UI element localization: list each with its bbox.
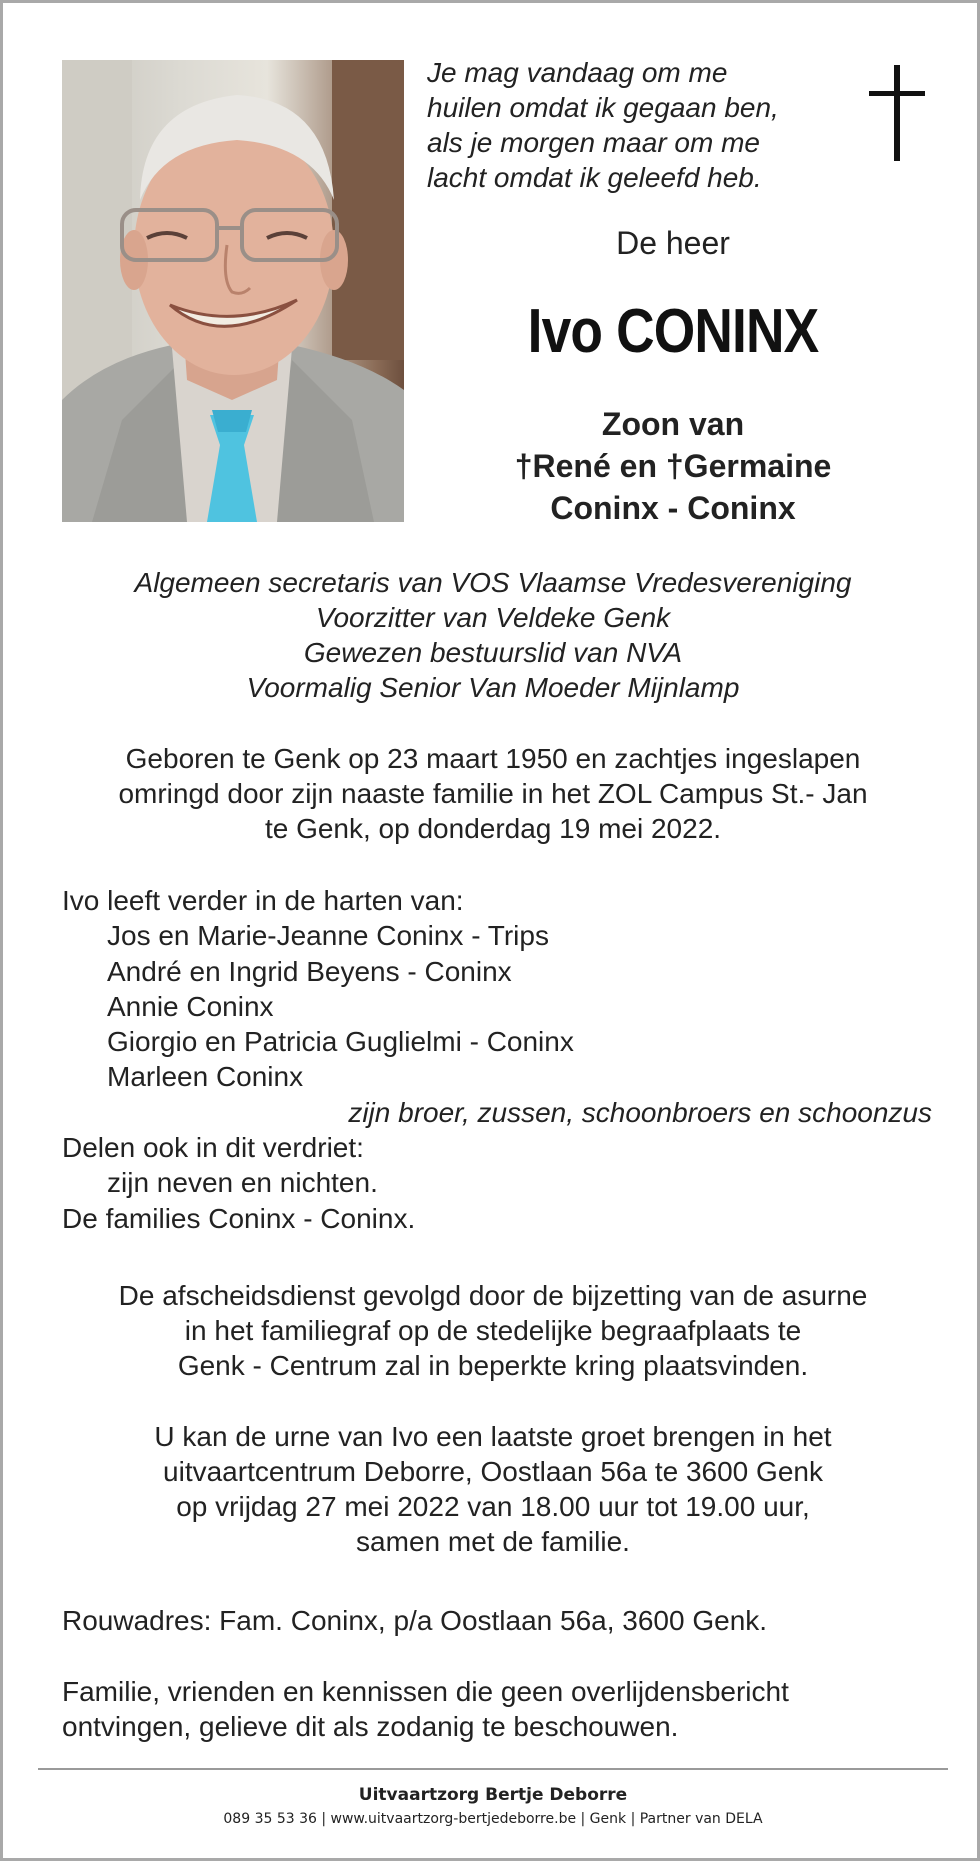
birth-death-block xyxy=(43,741,943,846)
roles-block xyxy=(43,565,943,705)
role-line: Gewezen bestuurslid van NVA xyxy=(303,637,683,668)
parents-block xyxy=(433,403,913,529)
footer-divider xyxy=(38,1768,948,1770)
family-block xyxy=(62,883,932,1236)
family-member: Marleen Coninx xyxy=(107,1061,304,1093)
parents-line: Zoon van xyxy=(601,406,745,442)
share-intro: Delen ook in dit verdriet: xyxy=(62,1132,364,1164)
birth-line: te Genk, op donderdag 19 mei 2022. xyxy=(264,813,722,844)
mourning-address: Rouwadres: Fam. Coninx, p/a Oostlaan 56a, 3600 Genk. xyxy=(62,1605,768,1636)
visit-line: op vrijdag 27 mei 2022 van 18.00 uur tot 19.00 uur, xyxy=(176,1491,810,1522)
family-member: Giorgio en Patricia Guglielmi - Coninx xyxy=(107,1026,574,1058)
poem-line: huilen omdat ik gegaan ben, xyxy=(427,92,779,123)
family-member: André en Ingrid Beyens - Coninx xyxy=(107,955,512,987)
notice-line: Familie, vrienden en kennissen die geen overlijdensbericht xyxy=(62,1676,789,1707)
role-line: Voormalig Senior Van Moeder Mijnlamp xyxy=(246,672,740,703)
portrait-illustration xyxy=(62,60,404,522)
visit-line: uitvaartcentrum Deborre, Oostlaan 56a te 3600 Genk xyxy=(163,1456,823,1487)
cross-icon xyxy=(869,65,925,161)
visit-line: samen met de familie. xyxy=(356,1526,630,1557)
portrait-photo xyxy=(62,60,404,522)
family-member: Jos en Marie-Jeanne Coninx - Trips xyxy=(107,920,549,952)
service-line: Genk - Centrum zal in beperkte kring plaatsvinden. xyxy=(177,1350,809,1381)
service-block xyxy=(43,1278,943,1383)
service-line: in het familiegraf op de stedelijke begraafplaats te xyxy=(184,1315,802,1346)
service-line: De afscheidsdienst gevolgd door de bijzetting van de asurne xyxy=(118,1280,868,1311)
visit-line: U kan de urne van Ivo een laatste groet brengen in het xyxy=(154,1421,832,1452)
deceased-name: Ivo CONINX xyxy=(527,297,819,366)
birth-line: omringd door zijn naaste familie in het ZOL Campus St.- Jan xyxy=(118,778,868,809)
poem xyxy=(427,55,847,195)
salutation: De heer xyxy=(616,225,730,261)
notice-block xyxy=(62,1674,942,1744)
family-intro: Ivo leeft verder in de harten van: xyxy=(62,885,464,916)
family-member: Annie Coninx xyxy=(107,990,274,1022)
share-member: zijn neven en nichten. xyxy=(107,1167,378,1199)
role-line: Voorzitter van Veldeke Genk xyxy=(315,602,671,633)
families-line: De families Coninx - Coninx. xyxy=(62,1202,416,1234)
funeral-home-contact: 089 35 53 36 | www.uitvaartzorg-bertjedeborre.be | Genk | Partner van DELA xyxy=(223,1811,763,1827)
poem-line: als je morgen maar om me xyxy=(427,127,761,158)
poem-line: lacht omdat ik geleefd heb. xyxy=(427,162,762,193)
family-relation: zijn broer, zussen, schoonbroers en schoonzus xyxy=(348,1096,932,1128)
funeral-home-name: Uitvaartzorg Bertje Deborre xyxy=(358,1785,628,1805)
parents-line: †René en †Germaine xyxy=(514,448,832,484)
role-line: Algemeen secretaris van VOS Vlaamse Vredesvereniging xyxy=(134,567,852,598)
birth-line: Geboren te Genk op 23 maart 1950 en zachtjes ingeslapen xyxy=(125,743,861,774)
parents-line: Coninx - Coninx xyxy=(550,490,796,526)
poem-line: Je mag vandaag om me xyxy=(427,57,728,88)
notice-line: ontvingen, gelieve dit als zodanig te beschouwen. xyxy=(62,1711,679,1742)
visit-block xyxy=(43,1419,943,1559)
